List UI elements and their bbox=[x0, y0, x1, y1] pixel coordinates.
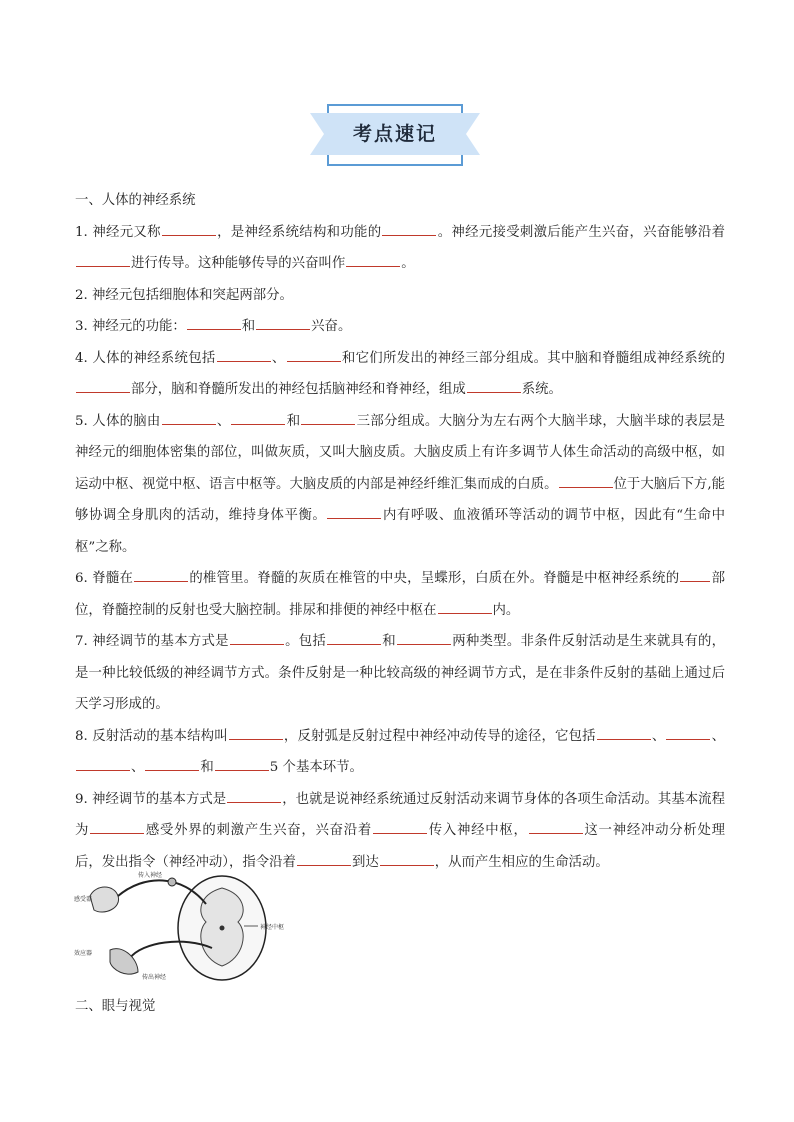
blank[interactable] bbox=[382, 222, 436, 236]
blank[interactable] bbox=[529, 820, 583, 834]
banner-title: 考点速记 bbox=[352, 123, 437, 145]
blank[interactable] bbox=[217, 348, 271, 362]
label-nerve-center: 神经中枢 bbox=[260, 924, 285, 931]
item-4: 4. 人体的神经系统包括 、 和它们所发出的神经三部分组成。其中脑和脊髓组成神经系统的部分，脑和脊髓所发出的神经包括脑神经和脊神经，组成 系统。 bbox=[75, 343, 725, 406]
section-banner bbox=[306, 103, 484, 167]
section-heading-2: 二、眼与视觉 bbox=[75, 999, 156, 1014]
blank[interactable] bbox=[90, 820, 144, 834]
blank[interactable] bbox=[162, 222, 216, 236]
blank[interactable] bbox=[145, 757, 199, 771]
blank[interactable] bbox=[287, 348, 341, 362]
item-8: 8. 反射活动的基本结构叫 ，反射弧是反射过程中神经冲动传导的途径，它包括 、 、、 和 5 个基本环节。 bbox=[75, 721, 725, 784]
blank[interactable] bbox=[327, 631, 381, 645]
blank[interactable] bbox=[397, 631, 451, 645]
blank[interactable] bbox=[227, 789, 281, 803]
item-5: 5. 人体的脑由 、 和 三部分组成。大脑分为左右两个大脑半球，大脑半球的表层是神经元的细胞体密集的部位，叫做灰质，又叫大脑皮质。大脑皮质上有许多调节人体生命活动的高级中枢，如运动中枢、视觉中枢、语言中枢等。大脑皮质的内部是神经纤维汇集而成的白质。 位于大脑后下方,能够协调全身肌肉的活动，维持身体平衡。 内有呼吸、血液循环等活动的调节中枢，因此有“生命中枢”之称。 bbox=[75, 406, 725, 564]
blank[interactable] bbox=[230, 631, 284, 645]
blank[interactable] bbox=[346, 253, 400, 267]
blank[interactable] bbox=[680, 568, 710, 582]
label-receptor: 感受器 bbox=[74, 896, 93, 903]
blank[interactable] bbox=[301, 411, 355, 425]
blank[interactable] bbox=[597, 726, 651, 740]
blank[interactable] bbox=[229, 726, 283, 740]
item-2: 2. 神经元包括细胞体和突起两部分。 bbox=[75, 287, 293, 303]
label-effector: 效应器 bbox=[74, 950, 93, 957]
blank[interactable] bbox=[187, 316, 241, 330]
blank[interactable] bbox=[467, 379, 521, 393]
item-6: 6. 脊髓在 的椎管里。脊髓的灰质在椎管的中央，呈蝶形，白质在外。脊髓是中枢神经系统的 部位，脊髓控制的反射也受大脑控制。排尿和排便的神经中枢在 内。 bbox=[75, 563, 725, 626]
blank[interactable] bbox=[76, 757, 130, 771]
blank[interactable] bbox=[438, 600, 492, 614]
section-heading: 一、人体的神经系统 bbox=[75, 193, 196, 208]
blank[interactable] bbox=[666, 726, 710, 740]
reflex-arc-figure bbox=[72, 866, 294, 984]
blank[interactable] bbox=[559, 474, 613, 488]
blank[interactable] bbox=[76, 253, 130, 267]
blank[interactable] bbox=[215, 757, 269, 771]
blank[interactable] bbox=[134, 568, 188, 582]
blank[interactable] bbox=[380, 852, 434, 866]
blank[interactable] bbox=[373, 820, 427, 834]
item-3: 3. 神经元的功能： 和 兴奋。 bbox=[75, 311, 725, 343]
item-9: 9. 神经调节的基本方式是 ，也就是说神经系统通过反射活动来调节身体的各项生命活动。其基本流程为 感受外界的刺激产生兴奋，兴奋沿着 传入神经中枢， 这一神经冲动分析处理后，发出指令（神经冲动），指令沿着 到达 ，从而产生相应的生命活动。 bbox=[75, 784, 725, 879]
blank[interactable] bbox=[297, 852, 351, 866]
blank[interactable] bbox=[327, 505, 381, 519]
blank[interactable] bbox=[162, 411, 216, 425]
label-afferent-nerve: 传入神经 bbox=[138, 872, 163, 879]
blank[interactable] bbox=[76, 379, 130, 393]
blank[interactable] bbox=[231, 411, 285, 425]
content-body bbox=[75, 185, 725, 878]
blank[interactable] bbox=[256, 316, 310, 330]
item-7: 7. 神经调节的基本方式是 。包括 和 两种类型。非条件反射活动是生来就具有的，是一种比较低级的神经调节方式。条件反射是一种比较高级的神经调节方式，是在非条件反射的基础上通过后天学习形成的。 bbox=[75, 626, 725, 721]
item-1: 1. 神经元又称 ，是神经系统结构和功能的 。神经元接受刺激后能产生兴奋，兴奋能够沿着进行传导。这种能够传导的兴奋叫作 。 bbox=[75, 217, 725, 280]
label-efferent-nerve: 传出神经 bbox=[142, 974, 167, 981]
